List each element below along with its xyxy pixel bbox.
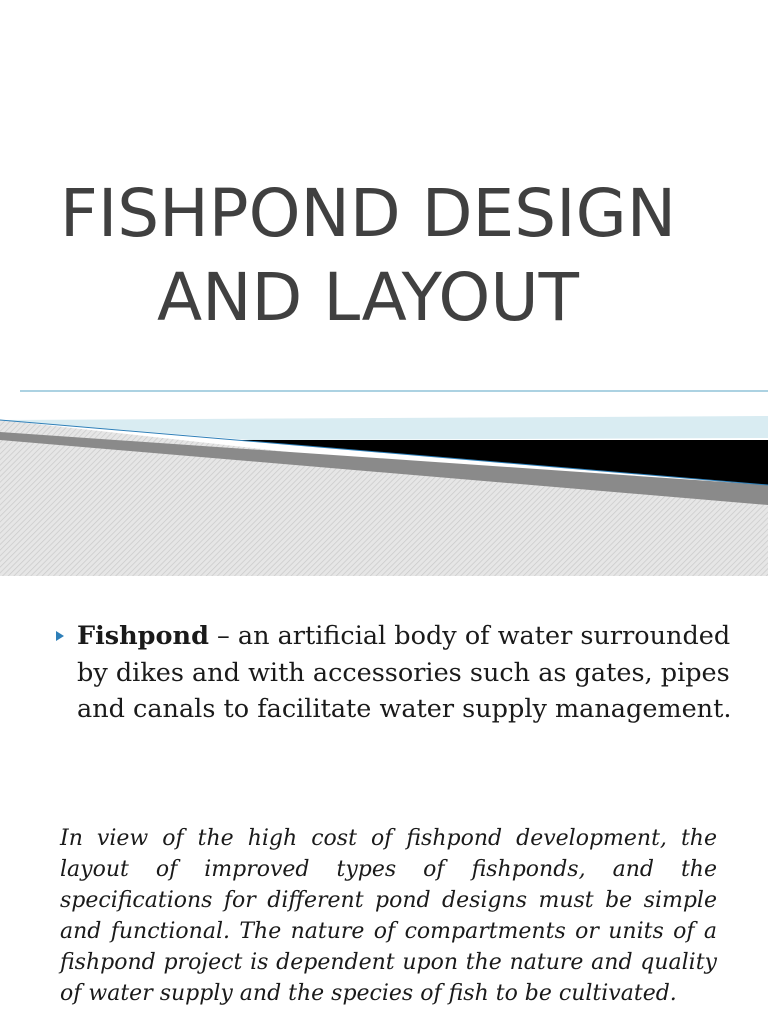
definition-term: Fishpond	[77, 621, 209, 651]
slide-title	[0, 172, 736, 340]
bullet-arrow-icon	[56, 631, 64, 641]
title-line-2: AND LAYOUT	[157, 259, 579, 336]
decorative-banner	[0, 380, 768, 580]
title-line-1: FISHPOND DESIGN	[59, 175, 677, 252]
definition-body: an artificial body of water surrounded by dikes and with accessories such as gates, pipes and canals to facilitate water supply management.	[77, 621, 732, 724]
definition-text	[77, 618, 746, 728]
definition-separator: –	[208, 621, 238, 651]
body-paragraph: In view of the high cost of fishpond development, the layout of improved types of fishponds, and the specifications for different pond designs must be simple and functional. The nature of compartments or units of a fishpond project is dependent upon the nature and quality of water supply and the species of fish to be cultivated.	[60, 826, 717, 1006]
definition-bullet	[56, 618, 746, 728]
